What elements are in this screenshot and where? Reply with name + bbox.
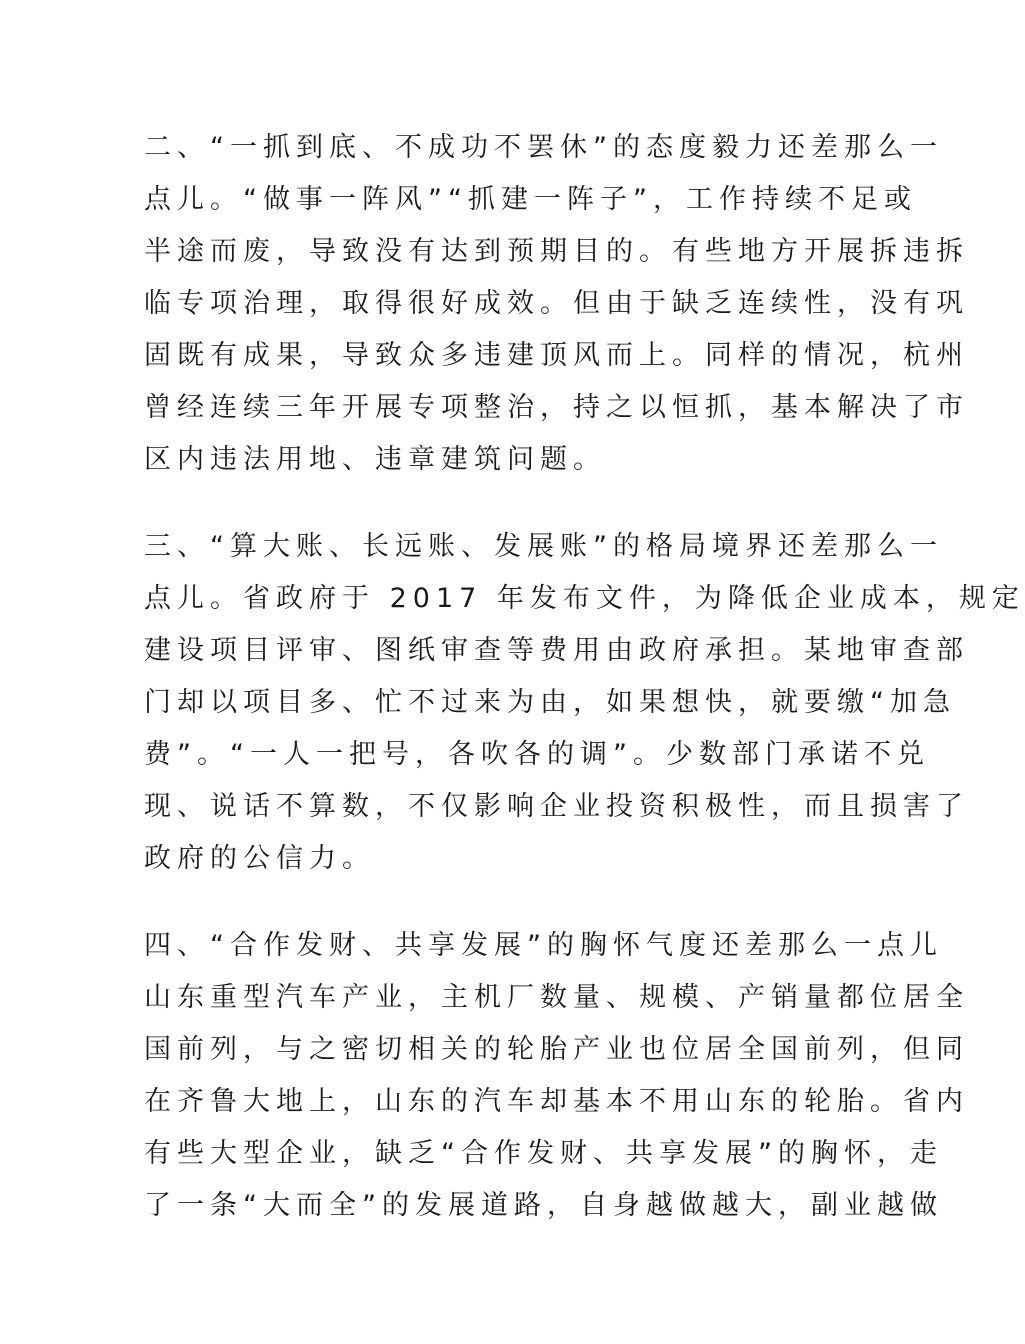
- text-line: 临专项治理，取得很好成效。但由于缺乏连续性，没有巩: [144, 288, 969, 319]
- text-line: 三、“算大账、长远账、发展账”的格局境界还差那么一: [144, 531, 943, 562]
- text-line: 四、“合作发财、共享发展”的胸怀气度还差那么一点儿: [144, 930, 943, 961]
- text-line: 门却以项目多、忙不过来为由，如果想快，就要缴“加急: [144, 687, 956, 718]
- text-line: 费”。“一人一把号，各吹各的调”。少数部门承诺不兑: [144, 739, 930, 770]
- text-line: 固既有成果，导致众多违建顶风而上。同样的情况，杭州: [144, 340, 969, 371]
- text-line: 了一条“大而全”的发展道路，自身越做越大，副业越做: [144, 1190, 943, 1221]
- text-line: 国前列，与之密切相关的轮胎产业也位居全国前列，但同: [144, 1034, 969, 1065]
- text-line: 在齐鲁大地上，山东的汽车却基本不用山东的轮胎。省内: [144, 1086, 969, 1117]
- text-line: 建设项目评审、图纸审查等费用由政府承担。某地审查部: [144, 635, 969, 666]
- text-line: 曾经连续三年开展专项整治，持之以恒抓，基本解决了市: [144, 392, 969, 423]
- text-line: 现、说话不算数，不仅影响企业投资积极性，而且损害了: [144, 791, 969, 822]
- text-line: 政府的公信力。: [144, 843, 375, 874]
- text-line: 有些大型企业，缺乏“合作发财、共享发展”的胸怀，走: [144, 1138, 943, 1169]
- text-line: 山东重型汽车产业，主机厂数量、规模、产销量都位居全: [144, 982, 969, 1013]
- text-line: 半途而废，导致没有达到预期目的。有些地方开展拆违拆: [144, 236, 969, 267]
- text-line: 点儿。“做事一阵风”“抓建一阵子”，工作持续不足或: [144, 184, 917, 215]
- text-line: 区内违法用地、违章建筑问题。: [144, 444, 606, 475]
- text-line: 二、“一抓到底、不成功不罢休”的态度毅力还差那么一: [144, 132, 943, 163]
- text-line: 点儿。省政府于 2017 年发布文件，为降低企业成本，规定: [144, 583, 1025, 614]
